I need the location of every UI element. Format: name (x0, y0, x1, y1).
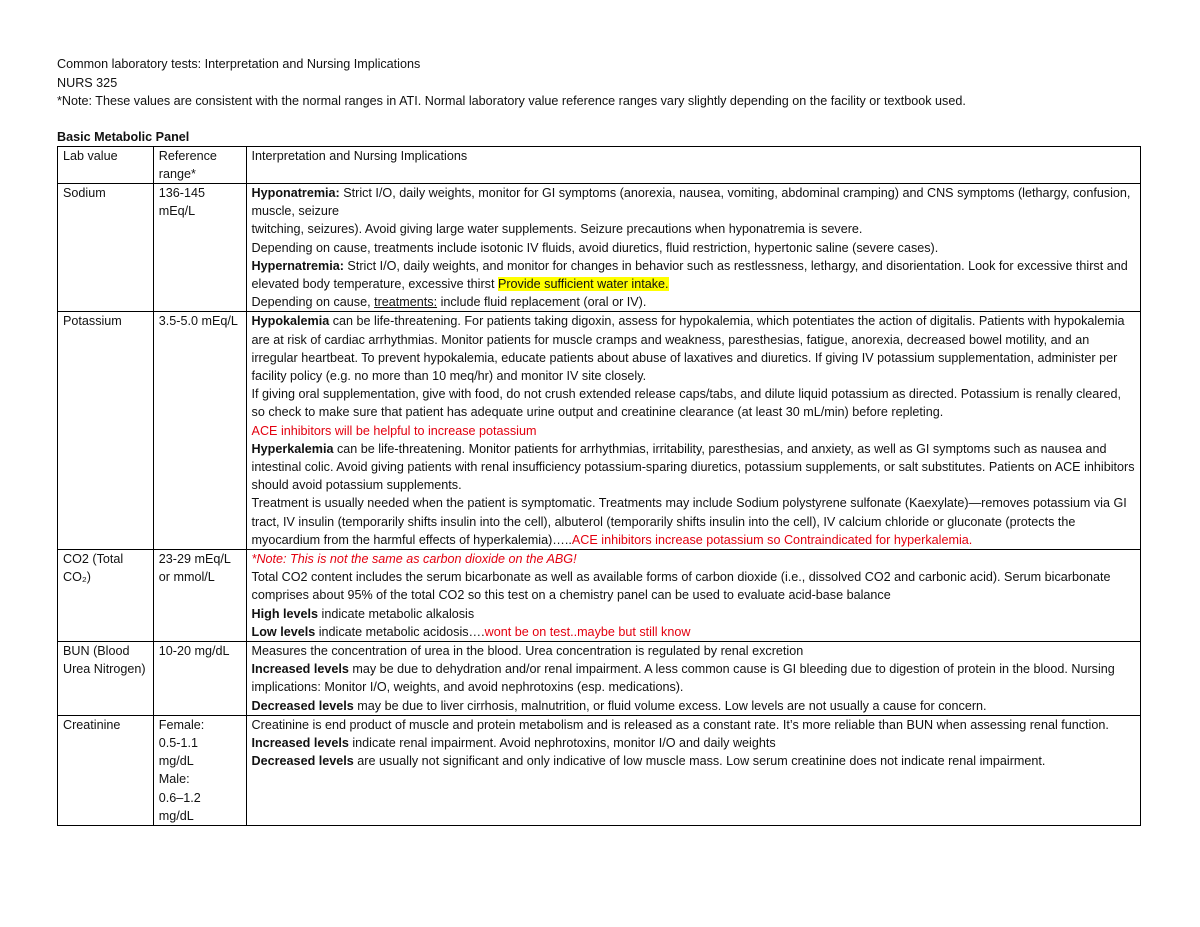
section-title: Basic Metabolic Panel (57, 129, 190, 144)
reference-range: 23-29 mEq/L or mmol/L (153, 549, 246, 641)
interpretation-text: indicate metabolic alkalosis (318, 606, 475, 621)
term-label: Decreased levels (251, 754, 354, 769)
interpretation-text: Depending on cause, treatments include isotonic IV fluids, avoid diuretics, fluid restriction, hypertonic saline (severe cases). (251, 240, 939, 255)
reference-range-male-value: 0.6–1.2 (158, 790, 201, 805)
table-header-row (58, 146, 1141, 183)
interpretation-cell (246, 183, 1140, 311)
interpretation-text: are usually not significant and only indicative of low muscle mass. Low serum creatinine does not indicate renal impairment. (353, 754, 1046, 769)
interpretation-line (252, 293, 1136, 311)
interpretation-text: indicate renal impairment. Avoid nephrotoxins, monitor I/O and daily weights (348, 736, 776, 750)
interpretation-text: twitching, seizures). Avoid giving large water supplements. Seizure precautions when hyponatremia is severe. (251, 222, 863, 237)
interpretation-text: can be life-threatening. Monitor patients for arrhythmias, irritability, paresthesias, and anxiety, as well as GI symptoms such as nausea and intestinal colic. Avoid giving patients with renal insufficiency potassium-sparing diuretics, potassium supplements, or salt substitutes. Patients on ACE inhibitors should avoid potassium supplements. (251, 441, 1135, 493)
underlined-text: treatments: (374, 295, 438, 310)
interpretation-text: include fluid replacement (oral or IV). (437, 295, 647, 310)
interpretation-text: Strict I/O, daily weights, and monitor for changes in behavior such as restlessness, lethargy, and disorientation. Look for excessive thirst and elevated body temperature, excessive thirst (251, 258, 1128, 291)
lab-values-table (57, 146, 1141, 827)
interpretation-text: Creatinine is end product of muscle and protein metabolism and is released as a constant rate. It’s more reliable than BUN when assessing renal function. (251, 717, 1109, 732)
term-label: Decreased levels (251, 698, 354, 713)
term-label: Hypokalemia (251, 314, 330, 329)
header-lab-value: Lab value (58, 146, 154, 183)
table-row-bun (58, 641, 1141, 715)
lab-name: Sodium (58, 183, 154, 311)
interpretation-line (252, 752, 1136, 770)
reference-range: 136-145 mEq/L (153, 183, 246, 311)
interpretation-text: Depending on cause, (251, 295, 375, 310)
interpretation-text: Measures the concentration of urea in the blood. Urea concentration is regulated by renal excretion (251, 643, 804, 658)
header-interpretation: Interpretation and Nursing Implications (246, 146, 1140, 183)
highlighted-text: Provide sufficient water intake. (497, 276, 669, 291)
interpretation-text: indicate metabolic acidosis…. (315, 624, 485, 639)
reference-note: *Note: These values are consistent with the normal ranges in ATI. Normal laboratory value reference ranges vary slightly depending on the facility or textbook used. (57, 94, 966, 108)
term-label: Low levels (251, 624, 316, 639)
reference-range: 10-20 mg/dL (153, 641, 246, 715)
interpretation-cell (246, 715, 1140, 825)
interpretation-text: can be life-threatening. For patients taking digoxin, assess for hypokalemia, which potentiates the action of digitalis. Patients with hypokalemia are at risk of cardiac arrhythmias. Monitor patients for muscle cramps and weakness, paresthesias, fatigue, anorexia, decreased bowel motility, and an irregular heartbeat. To prevent hypokalemia, educate patients about abuse of laxatives and diuretics. If giving IV potassium supplementation, administer per facility policy (e.g. no more than 10 meq/hr) and monitor IV site closely. (251, 314, 1125, 383)
reference-range: 3.5-5.0 mEq/L (153, 312, 246, 550)
document-title: Common laboratory tests: Interpretation and Nursing Implications (57, 57, 421, 71)
reference-range-male-label: Male: (158, 772, 190, 787)
interpretation-line (252, 697, 1136, 715)
table-row-sodium (58, 183, 1141, 311)
interpretation-cell (246, 312, 1140, 550)
lab-name: Creatinine (58, 715, 154, 825)
interpretation-line (252, 623, 1136, 641)
interpretation-text: may be due to liver cirrhosis, malnutrition, or fluid volume excess. Low levels are not usually a cause for concern. (353, 698, 987, 713)
header-reference-range: Reference range* (153, 146, 246, 183)
reference-range-female-value: 0.5-1.1 (158, 736, 198, 750)
term-label: Hypernatremia: (251, 258, 344, 273)
interpretation-line (252, 660, 1136, 696)
interpretation-line (252, 605, 1136, 623)
interpretation-text: Total CO2 content includes the serum bicarbonate as well as available forms of carbon dioxide (i.e., dissolved CO2 and carbonic acid). Serum bicarbonate comprises about 95% of the total CO2 so this test on a chemistry panel can be used to evaluate acid-base balance (251, 570, 1111, 603)
annotation-text: ACE inhibitors will be helpful to increase potassium (251, 423, 537, 438)
interpretation-cell (246, 641, 1140, 715)
annotation-text: ACE inhibitors increase potassium so Contraindicated for hyperkalemia. (571, 532, 973, 547)
annotation-text: wont be on test..maybe but still know (484, 624, 691, 639)
reference-range-female-unit: mg/dL (158, 754, 194, 769)
course-code: NURS 325 (57, 75, 118, 90)
document-page (57, 55, 1142, 826)
term-label: Increased levels (251, 662, 349, 677)
interpretation-text: Strict I/O, daily weights, monitor for GI symptoms (anorexia, nausea, vomiting, abdominal cramping) and CNS symptoms (lethargy, confusion, muscle, seizure (251, 185, 1131, 219)
reference-range (153, 715, 246, 825)
annotation-text: *Note: This is not the same as carbon dioxide on the ABG! (251, 551, 577, 566)
term-label: Hyperkalemia (251, 441, 334, 456)
term-label: High levels (251, 606, 319, 621)
interpretation-line (252, 494, 1136, 549)
table-row-creatinine (58, 715, 1141, 825)
lab-name: CO2 (Total CO₂) (58, 549, 154, 641)
interpretation-text: Treatment is usually needed when the patient is symptomatic. Treatments may include Sodium polystyrene sulfonate (Kaexylate)—removes potassium via GI tract, IV insulin (temporarily shifts insulin into the cell), albuterol (temporarily shifts insulin into the cell), IV calcium chloride or gluconate (protects the myocardium from the harmful effects of hyperkalemia)….. (251, 496, 1127, 547)
term-label: Increased levels (251, 736, 349, 750)
term-label: Hyponatremia: (251, 185, 340, 200)
interpretation-text: may be due to dehydration and/or renal impairment. A less common cause is GI bleeding due to digestion of protein in the blood. Nursing implications: Monitor I/O, weights, and avoid nephrotoxins (esp. medications). (251, 662, 1115, 695)
table-row-co2 (58, 549, 1141, 641)
lab-name: BUN (Blood Urea Nitrogen) (58, 641, 154, 715)
interpretation-text: If giving oral supplementation, give with food, do not crush extended release caps/tabs, and dilute liquid potassium as directed. Potassium is renally cleared, so check to make sure that patient has adequate urine output and creatinine clearance (at least 30 mL/min) before repleting. (251, 387, 1122, 420)
interpretation-line (252, 734, 1136, 752)
reference-range-female-label: Female: (158, 717, 205, 732)
interpretation-cell (246, 549, 1140, 641)
lab-name: Potassium (58, 312, 154, 550)
table-row-potassium (58, 312, 1141, 550)
reference-range-male-unit: mg/dL (158, 808, 194, 823)
